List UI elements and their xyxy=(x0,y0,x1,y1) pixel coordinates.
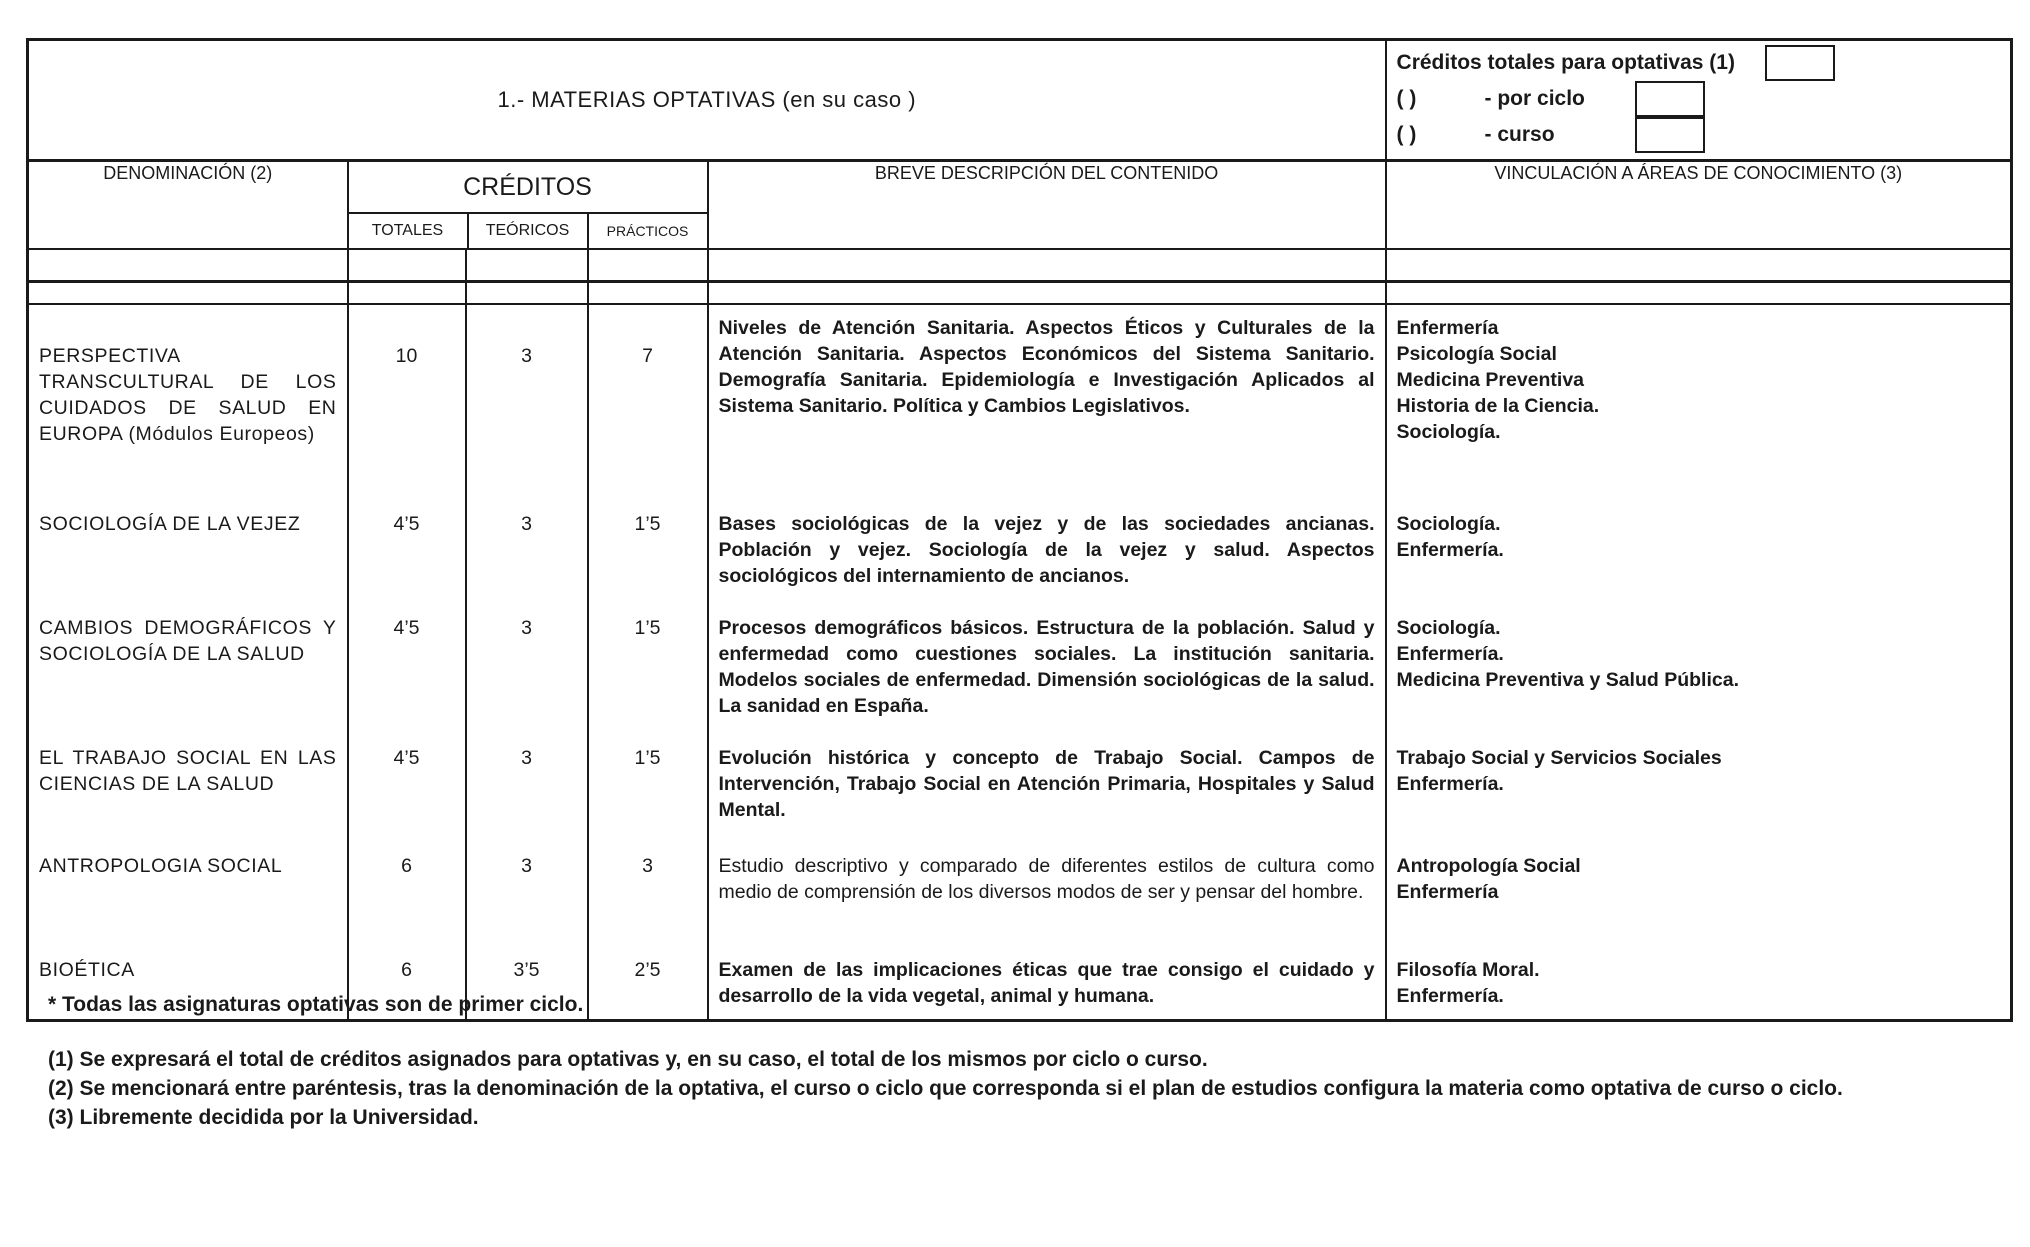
credits-total: 4’5 xyxy=(348,503,466,607)
footnote-1: (1) Se expresará el total de créditos asignados para optativas y, en su caso, el total de los mismos por ciclo o curso. xyxy=(48,1048,1208,1071)
col-vinculacion: VINCULACIÓN A ÁREAS DE CONOCIMIENTO (3) xyxy=(1386,161,2012,250)
knowledge-areas xyxy=(1386,304,2012,503)
col-descripcion: BREVE DESCRIPCIÓN DEL CONTENIDO xyxy=(708,161,1386,250)
area-item: Psicología Social xyxy=(1396,343,1557,365)
per-course-label: - curso xyxy=(1484,123,1555,146)
knowledge-areas xyxy=(1386,845,2012,949)
area-item: Enfermería xyxy=(1396,317,1499,339)
area-item: Enfermería. xyxy=(1396,985,1504,1007)
area-item: Historia de la Ciencia. xyxy=(1396,395,1600,417)
credits-theory: 3 xyxy=(466,607,588,737)
area-item: Trabajo Social y Servicios Sociales xyxy=(1396,747,1722,769)
credits-practice: 7 xyxy=(588,304,708,503)
credits-practice: 1’5 xyxy=(588,737,708,845)
col-creditos-group xyxy=(348,161,708,250)
knowledge-areas xyxy=(1386,737,2012,845)
subject-description: Procesos demográficos básicos. Estructura de la población. Salud y enfermedad como cuestiones sociales. La institución sanitaria. Modelos sociales de enfermedad. Dimensión sociológicas de la salud. La sanidad en España. xyxy=(708,607,1386,737)
area-item: Sociología. xyxy=(1396,513,1501,535)
document xyxy=(26,38,2010,1022)
subject-name: BIOÉTICA xyxy=(28,949,348,1021)
credits-practice: 3 xyxy=(588,845,708,949)
cycle-paren: ( ) xyxy=(1396,87,1417,110)
course-paren: ( ) xyxy=(1396,123,1417,146)
subject-description: Niveles de Atención Sanitaria. Aspectos Éticos y Culturales de la Atención Sanitaria. Aspectos Económicos del Sistema Sanitario. Demografía Sanitaria. Epidemiología e Investigación Aplicados al Sistema Sanitario. Política y Cambios Legislativos. xyxy=(708,304,1386,503)
credits-total: 10 xyxy=(348,304,466,503)
area-item: Medicina Preventiva y Salud Pública. xyxy=(1396,669,1739,691)
subject-description: Estudio descriptivo y comparado de diferentes estilos de cultura como medio de comprensión de los diversos modos de ser y pensar del hombre. xyxy=(708,845,1386,949)
col-practicos: PRÁCTICOS xyxy=(606,223,689,239)
area-item: Sociología. xyxy=(1396,617,1501,639)
credits-practice: 1’5 xyxy=(588,607,708,737)
area-item: Enfermería. xyxy=(1396,539,1504,561)
subject-name: CAMBIOS DEMOGRÁFICOS Y SOCIOLOGÍA DE LA SALUD xyxy=(28,607,348,737)
table-row xyxy=(28,737,2012,845)
footnote-3: (3) Libremente decidida por la Universidad. xyxy=(48,1106,479,1129)
footnote-2: (2) Se mencionará entre paréntesis, tras la denominación de la optativa, el curso o ciclo que corresponda si el plan de estudios configura la materia como optativa de curso o ciclo. xyxy=(48,1077,1843,1100)
subject-name: EL TRABAJO SOCIAL EN LAS CIENCIAS DE LA SALUD xyxy=(28,737,348,845)
col-totales: TOTALES xyxy=(349,214,469,248)
per-cycle-field xyxy=(1635,81,1705,117)
area-item: Enfermería xyxy=(1396,881,1499,903)
col-teoricos: TEÓRICOS xyxy=(469,214,589,248)
per-cycle-label: - por ciclo xyxy=(1484,87,1585,110)
credits-practice: 1’5 xyxy=(588,503,708,607)
optional-subjects-table xyxy=(26,38,2013,1022)
table-row xyxy=(28,304,2012,503)
area-item: Enfermería. xyxy=(1396,643,1504,665)
credits-theory: 3 xyxy=(466,737,588,845)
total-credits-label: Créditos totales para optativas (1) xyxy=(1396,51,1735,74)
table-row xyxy=(28,607,2012,737)
area-item: Medicina Preventiva xyxy=(1396,369,1585,391)
credits-theory: 3’5 xyxy=(466,949,588,1021)
subject-name: ANTROPOLOGIA SOCIAL xyxy=(28,845,348,949)
knowledge-areas xyxy=(1386,503,2012,607)
credits-total: 6 xyxy=(348,845,466,949)
footnote-star: * Todas las asignaturas optativas son de primer ciclo. xyxy=(48,993,584,1016)
table-row xyxy=(28,503,2012,607)
credits-total: 4’5 xyxy=(348,607,466,737)
col-denominacion: DENOMINACIÓN (2) xyxy=(28,161,348,250)
credits-theory: 3 xyxy=(466,845,588,949)
credits-practice: 2’5 xyxy=(588,949,708,1021)
subject-description: Evolución histórica y concepto de Trabajo Social. Campos de Intervención, Trabajo Social en Atención Primaria, Hospitales y Salud Mental. xyxy=(708,737,1386,845)
subject-description: Examen de las implicaciones éticas que trae consigo el cuidado y desarrollo de la vida vegetal, animal y humana. xyxy=(708,949,1386,1021)
col-creditos: CRÉDITOS xyxy=(349,162,707,214)
credits-theory: 3 xyxy=(466,503,588,607)
subject-description: Bases sociológicas de la vejez y de las sociedades ancianas. Población y vejez. Sociología de la vejez y salud. Aspectos sociológicos del internamiento de ancianos. xyxy=(708,503,1386,607)
table-row xyxy=(28,845,2012,949)
credits-theory: 3 xyxy=(466,304,588,503)
credits-total: 6 xyxy=(348,949,466,1021)
footnotes xyxy=(48,990,1843,1132)
per-course-field xyxy=(1635,117,1705,153)
area-item: Enfermería. xyxy=(1396,773,1504,795)
subject-name: PERSPECTIVA TRANSCULTURAL DE LOS CUIDADOS DE SALUD EN EUROPA (Módulos Europeos) xyxy=(28,304,348,503)
area-item: Sociología. xyxy=(1396,421,1501,443)
total-credits-box xyxy=(1386,40,2012,161)
area-item: Antropología Social xyxy=(1396,855,1581,877)
area-item: Filosofía Moral. xyxy=(1396,959,1540,981)
credits-total: 4’5 xyxy=(348,737,466,845)
subject-name: SOCIOLOGÍA DE LA VEJEZ xyxy=(28,503,348,607)
total-credits-field xyxy=(1765,45,1835,81)
table-title: 1.- MATERIAS OPTATIVAS (en su caso ) xyxy=(28,40,1386,161)
knowledge-areas xyxy=(1386,607,2012,737)
